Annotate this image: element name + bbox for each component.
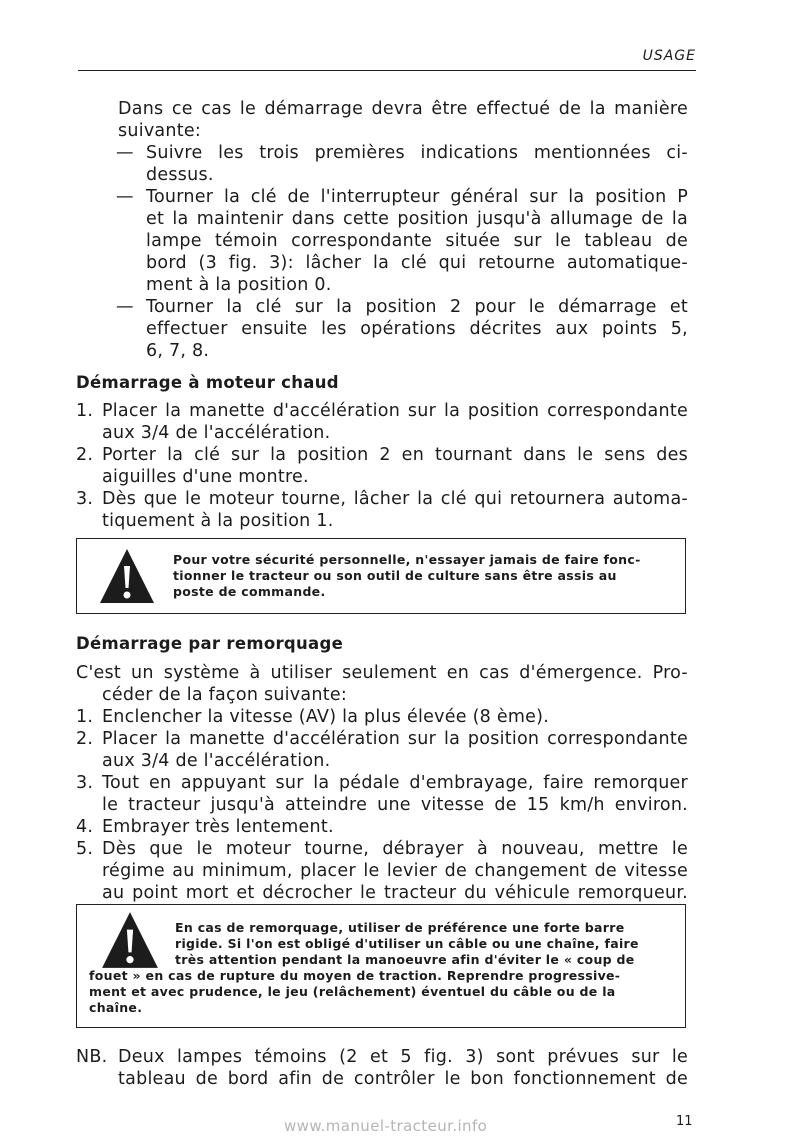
page-number: 11 (676, 1114, 693, 1129)
dash-marker: — (116, 143, 134, 163)
warning-triangle-icon (99, 909, 161, 971)
list-item-line: tiquement à la position 1. (102, 511, 334, 531)
intro-line: Dans ce cas le démarrage devra être effectué de la manière (118, 99, 688, 119)
warning-text-line: ment et avec prudence, le jeu (relâchement) éventuel du câble ou de la (89, 984, 616, 999)
list-item-line: Dès que le moteur tourne, débrayer à nouveau, mettre le (102, 839, 688, 859)
warning-triangle-icon (97, 546, 157, 606)
warning-text-line: Pour votre sécurité personnelle, n'essayer jamais de faire fonc- (173, 552, 641, 567)
warning-text-line: très attention pendant la manoeuvre afin d'éviter le « coup de (175, 952, 635, 967)
dash-marker: — (116, 187, 134, 207)
list-item-line: aux 3/4 de l'accélération. (102, 751, 331, 771)
dash-item-line: bord (3 fig. 3): lâcher la clé qui retourne automatique- (146, 253, 688, 273)
list-item-line: au point mort et décrocher le tracteur du véhicule remorqueur. (102, 883, 688, 903)
note-line: Deux lampes témoins (2 et 5 fig. 3) sont prévues sur le (118, 1047, 688, 1067)
list-number: 2. (76, 729, 94, 749)
list-number: 3. (76, 773, 94, 793)
dash-item-line: 6, 7, 8. (146, 341, 210, 361)
dash-marker: — (116, 297, 134, 317)
dash-item-line: Suivre les trois premières indications mentionnées ci- (146, 143, 688, 163)
dash-item-line: et la maintenir dans cette position jusqu'à allumage de la (146, 209, 688, 229)
list-item-line: aux 3/4 de l'accélération. (102, 423, 331, 443)
list-item-line: Embrayer très lentement. (102, 817, 334, 837)
section-heading-hot-start: Démarrage à moteur chaud (76, 373, 339, 392)
list-item-line: le tracteur jusqu'à atteindre une vitesse de 15 km/h environ. (102, 795, 688, 815)
dash-item-line: lampe témoin correspondante située sur le tableau de (146, 231, 688, 251)
tow-intro-line: céder de la façon suivante: (102, 685, 347, 705)
page-header (78, 46, 696, 71)
warning-text-line: rigide. Si l'on est obligé d'utiliser un câble ou une chaîne, faire (175, 936, 639, 951)
list-item-line: Porter la clé sur la position 2 en tournant dans le sens des (102, 445, 688, 465)
dash-item-line: dessus. (146, 165, 214, 185)
note-label: NB. (76, 1047, 108, 1067)
header-title: USAGE (642, 48, 696, 64)
list-number: 2. (76, 445, 94, 465)
list-item-line: Tout en appuyant sur la pédale d'embrayage, faire remorquer (102, 773, 688, 793)
warning-text-line: tionner le tracteur ou son outil de culture sans être assis au (173, 568, 617, 583)
list-number: 1. (76, 707, 94, 727)
warning-text-line: poste de commande. (173, 584, 326, 599)
list-number: 3. (76, 489, 94, 509)
warning-text-line: fouet » en cas de rupture du moyen de traction. Reprendre progressive- (89, 968, 621, 983)
list-item-line: Placer la manette d'accélération sur la position correspondante (102, 729, 688, 749)
list-number: 4. (76, 817, 94, 837)
dash-item-line: effectuer ensuite les opérations décrites aux points 5, (146, 319, 688, 339)
warning-box-towing (76, 904, 686, 1028)
section-heading-tow-start: Démarrage par remorquage (76, 634, 344, 653)
tow-intro-line: C'est un système à utiliser seulement en cas d'émergence. Pro- (76, 663, 688, 683)
note-line: tableau de bord afin de contrôler le bon fonctionnement de (118, 1069, 688, 1089)
warning-text-line: chaîne. (89, 1000, 143, 1015)
list-item-line: Placer la manette d'accélération sur la position correspondante (102, 401, 688, 421)
intro-line: suivante: (118, 121, 202, 141)
warning-text-line: En cas de remorquage, utiliser de préférence une forte barre (175, 920, 625, 935)
dash-item-line: ment à la position 0. (146, 275, 332, 295)
dash-item-line: Tourner la clé de l'interrupteur général sur la position P (146, 187, 688, 207)
list-item-line: Dès que le moteur tourne, lâcher la clé qui retournera automa- (102, 489, 688, 509)
list-number: 5. (76, 839, 94, 859)
warning-box-safety (76, 538, 686, 614)
dash-item-line: Tourner la clé sur la position 2 pour le démarrage et (146, 297, 688, 317)
list-item-line: régime au minimum, placer le levier de changement de vitesse (102, 861, 688, 881)
list-item-line: Enclencher la vitesse (AV) la plus élevée (8 ème). (102, 707, 550, 727)
list-number: 1. (76, 401, 94, 421)
footer-url: www.manuel-tracteur.info (284, 1117, 488, 1135)
list-item-line: aiguilles d'une montre. (102, 467, 309, 487)
